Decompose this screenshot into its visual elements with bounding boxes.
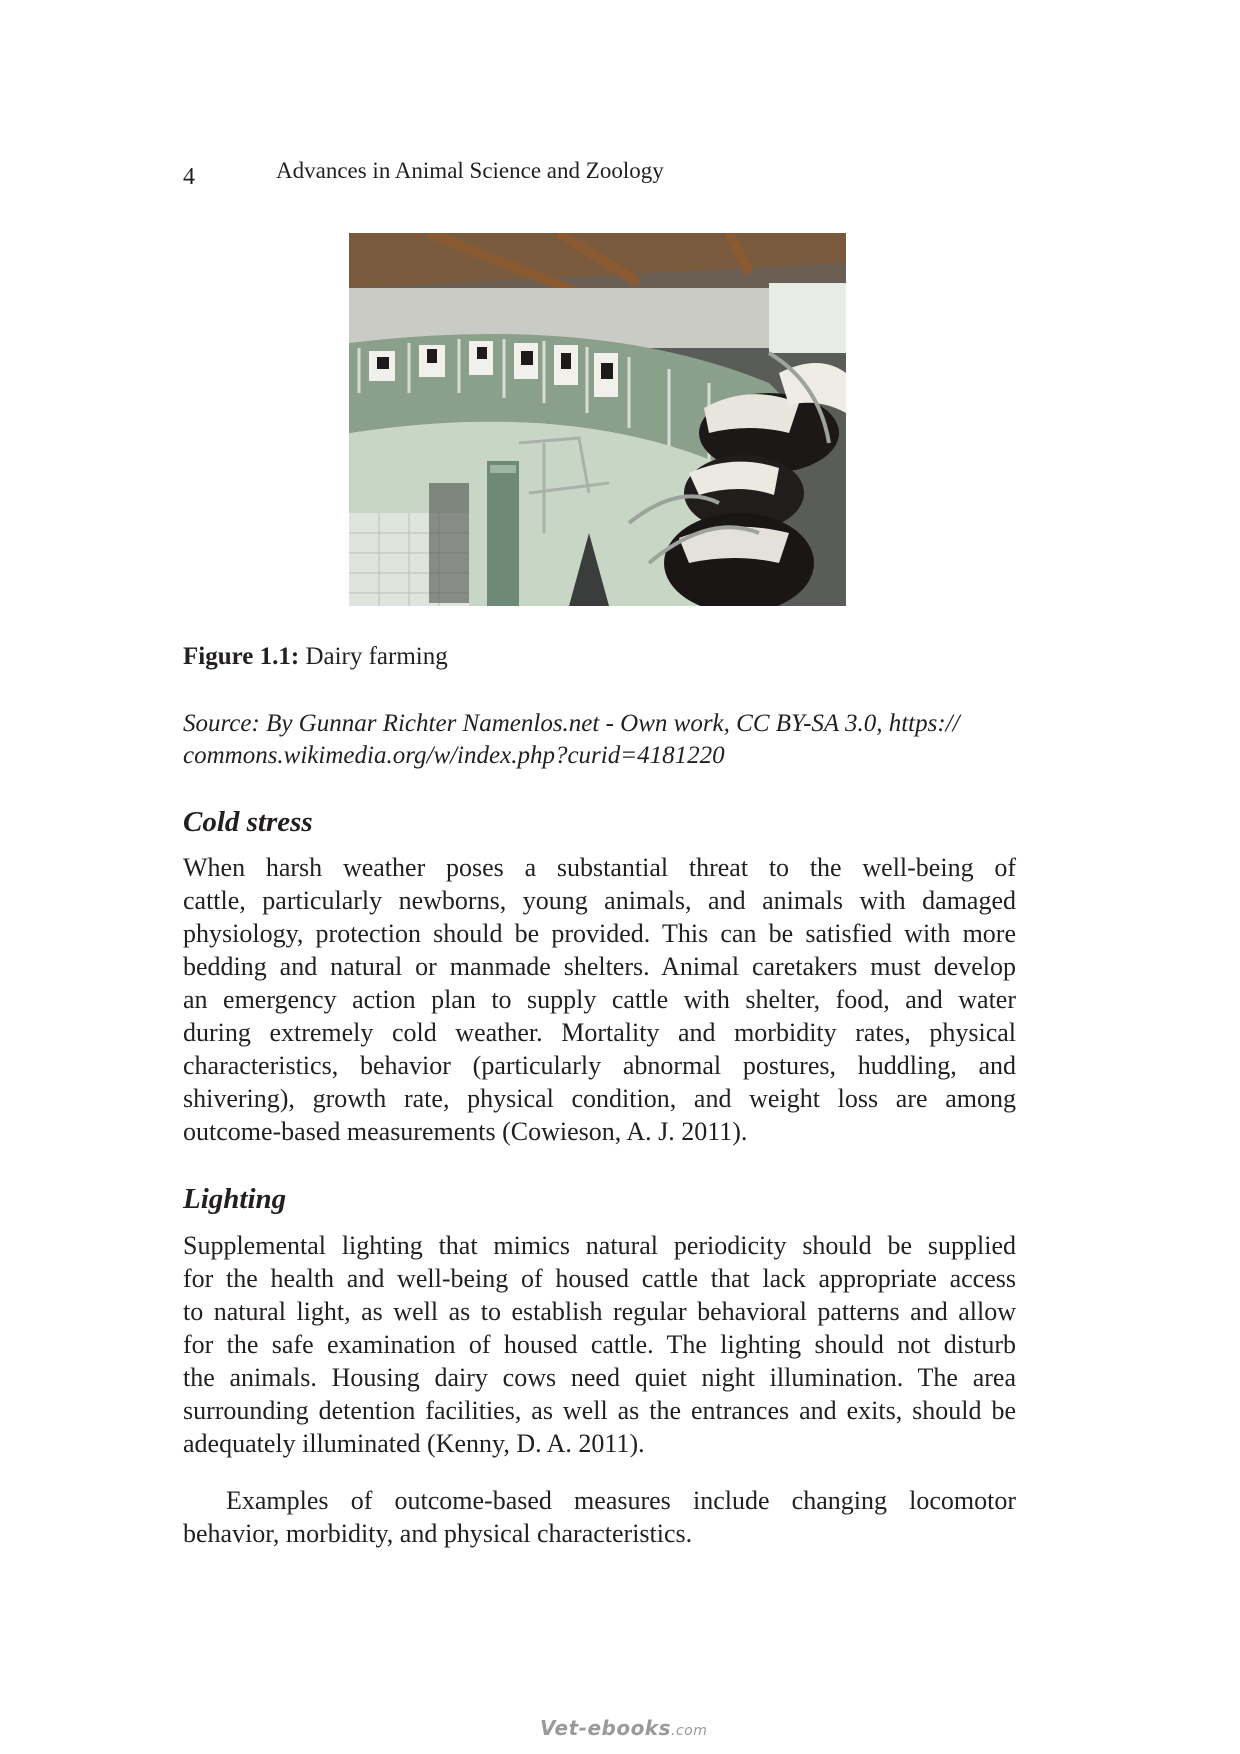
paragraph-line: to natural light, as well as to establish regular behavioral patterns and allow: [183, 1297, 1016, 1326]
footer-watermark-logo: [540, 1716, 707, 1740]
page-header: [0, 158, 1240, 188]
paragraph-line: the animals. Housing dairy cows need quiet night illumination. The area: [183, 1363, 1016, 1392]
section-heading-lighting: Lighting: [183, 1183, 287, 1215]
paragraph-line: outcome-based measurements (Cowieson, A. J. 2011).: [183, 1117, 748, 1146]
paragraph-line: behavior, morbidity, and physical characteristics.: [183, 1519, 693, 1548]
figure-caption-label: Figure 1.1:: [183, 643, 300, 670]
paragraph-line: shivering), growth rate, physical condition, and weight loss are among: [183, 1084, 1016, 1113]
figure-caption: [183, 643, 448, 671]
paragraph-line: surrounding detention facilities, as well as the entrances and exits, should be: [183, 1396, 1016, 1425]
paragraph-line: during extremely cold weather. Mortality and morbidity rates, physical: [183, 1018, 1016, 1047]
paragraph-outcome-measures: [183, 1484, 1016, 1550]
footer-logo-main: Vet-ebooks: [540, 1716, 672, 1740]
paragraph-line: bedding and natural or manmade shelters. Animal caretakers must develop: [183, 952, 1016, 981]
paragraph-line: an emergency action plan to supply cattle with shelter, food, and water: [183, 985, 1016, 1014]
page-number: 4: [183, 164, 195, 190]
paragraph-cold-stress: [183, 851, 1016, 1148]
running-title: Advances in Animal Science and Zoology: [276, 158, 664, 183]
section-heading-cold-stress: Cold stress: [183, 806, 313, 838]
paragraph-line: Examples of outcome-based measures include changing locomotor: [226, 1486, 1016, 1515]
figure-source: [183, 708, 1023, 772]
paragraph-line: characteristics, behavior (particularly abnormal postures, huddling, and: [183, 1051, 1016, 1080]
figure-source-line: Source: By Gunnar Richter Namenlos.net - Own work, CC BY-SA 3.0, https://: [183, 710, 960, 737]
paragraph-line: for the health and well-being of housed cattle that lack appropriate access: [183, 1264, 1016, 1293]
paragraph-line: When harsh weather poses a substantial threat to the well-being of: [183, 853, 1016, 882]
figure-caption-text: Dairy farming: [299, 643, 448, 670]
paragraph-line: for the safe examination of housed cattle. The lighting should not disturb: [183, 1330, 1016, 1359]
footer-logo-suffix: .com: [671, 1723, 708, 1739]
figure-image-dairy-milking-parlor: [349, 233, 846, 606]
paragraph-line: adequately illuminated (Kenny, D. A. 2011).: [183, 1429, 645, 1458]
paragraph-line: cattle, particularly newborns, young animals, and animals with damaged: [183, 886, 1016, 915]
paragraph-line: Supplemental lighting that mimics natural periodicity should be supplied: [183, 1231, 1016, 1260]
paragraph-line: physiology, protection should be provided. This can be satisfied with more: [183, 919, 1016, 948]
figure-source-line: commons.wikimedia.org/w/index.php?curid=4181220: [183, 742, 725, 769]
paragraph-lighting: [183, 1229, 1016, 1460]
